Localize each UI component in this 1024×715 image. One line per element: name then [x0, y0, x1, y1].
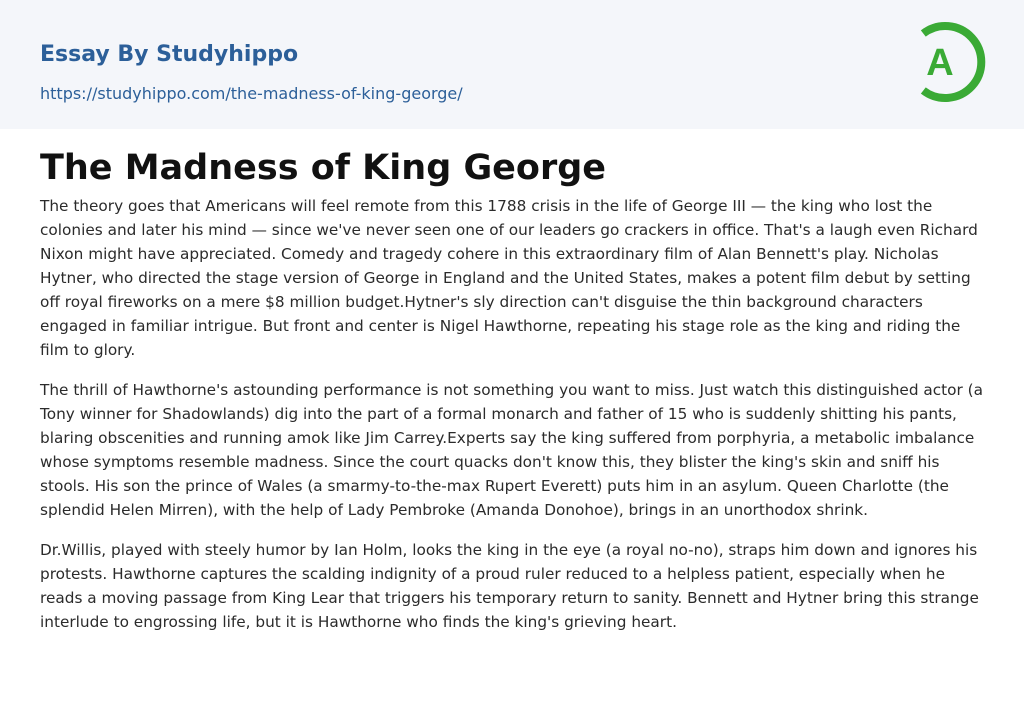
essay-title: The Madness of King George — [40, 148, 607, 188]
logo-letter: A — [926, 42, 954, 84]
site-header — [0, 0, 1024, 129]
essay-paragraph: The theory goes that Americans will feel remote from this 1788 crisis in the life of George III — the king who lost the colonies and later his mind — since we've never seen one of our leaders go crackers in office. That's a laugh even Richard Nixon might have appreciated. Comedy and tragedy cohere in this extraordinary film of Alan Bennett's play. Nicholas Hytner, who directed the stage version of George in England and the United States, makes a potent film debut by setting off royal fireworks on a mere $8 million budget.Hytner's sly direction can't disguise the thin background characters engaged in familiar intrigue. But front and center is Nigel Hawthorne, repeating his stage role as the king and riding the film to glory. — [40, 197, 978, 359]
page-url-link[interactable]: https://studyhippo.com/the-madness-of-king-george/ — [40, 84, 463, 103]
essay-paragraph: The thrill of Hawthorne's astounding performance is not something you want to miss. Just watch this distinguished actor (a Tony winner for Shadowlands) dig into the part of a formal monarch and father of 15 who is suddenly shitting his pants, blaring obscenities and running amok like Jim Carrey.Experts say the king suffered from porphyria, a metabolic imbalance whose symptoms resemble madness. Since the court quacks don't know this, they blister the king's skin and sniff his stools. His son the prince of Wales (a smarmy-to-the-max Rupert Everett) puts him in an asylum. Queen Charlotte (the splendid Helen Mirren), with the help of Lady Pembroke (Amanda Donohoe), brings in an unorthodox shrink. — [40, 381, 984, 519]
essay-body — [40, 194, 984, 650]
studyhippo-logo-icon[interactable] — [906, 18, 988, 106]
site-brand[interactable]: Essay By Studyhippo — [40, 42, 299, 67]
essay-paragraph: Dr.Willis, played with steely humor by Ian Holm, looks the king in the eye (a royal no-no), straps him down and ignores his protests. Hawthorne captures the scalding indignity of a proud ruler reduced to a helpless patient, especially when he reads a moving passage from King Lear that triggers his temporary return to sanity. Bennett and Hytner bring this strange interlude to engrossing life, but it is Hawthorne who finds the king's grieving heart. — [40, 541, 979, 631]
